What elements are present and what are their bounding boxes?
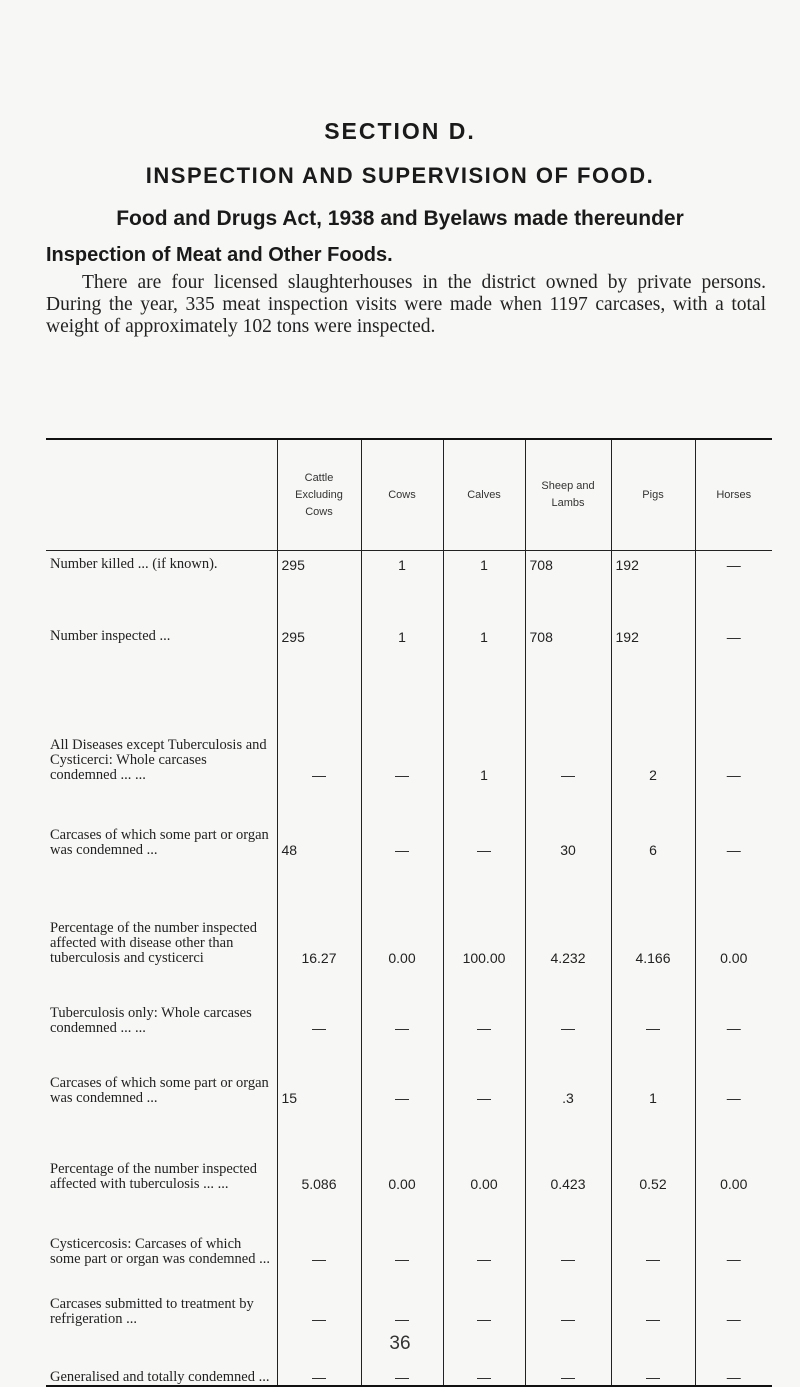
table-row xyxy=(46,623,772,679)
cell: 0.00 xyxy=(361,858,443,966)
cell: — xyxy=(525,966,611,1036)
table-row xyxy=(46,679,772,783)
table-row xyxy=(46,858,772,966)
table-row xyxy=(46,551,772,624)
row-label: Percentage of the number inspected affected with disease other than tuberculosis and cysticerci xyxy=(50,920,257,966)
cell: 1 xyxy=(361,623,443,679)
cell: 0.00 xyxy=(443,1106,525,1192)
page-number: 36 xyxy=(389,1333,411,1354)
cell: 100.00 xyxy=(443,858,525,966)
cell: — xyxy=(361,966,443,1036)
table-row xyxy=(46,783,772,858)
sub-heading: Inspection of Meat and Other Foods. xyxy=(46,244,393,266)
cell: — xyxy=(695,783,772,858)
cell: 0.423 xyxy=(525,1106,611,1192)
cell: — xyxy=(361,1327,443,1386)
cell: 0.00 xyxy=(695,858,772,966)
row-label: Carcases submitted to treatment by refrigeration ... xyxy=(50,1296,254,1327)
column-header: Cows xyxy=(361,439,443,551)
table-row xyxy=(46,1106,772,1192)
cell: — xyxy=(695,679,772,783)
cell: 4.166 xyxy=(611,858,695,966)
cell: 1 xyxy=(611,1036,695,1106)
cell: 295 xyxy=(277,551,361,624)
cell: 0.00 xyxy=(361,1106,443,1192)
meat-inspection-table xyxy=(46,438,772,1387)
row-label: All Diseases except Tuberculosis and Cysticerci: Whole carcases condemned ... ... xyxy=(50,737,267,783)
cell: — xyxy=(611,1267,695,1327)
cell: — xyxy=(611,1192,695,1267)
cell: 192 xyxy=(611,551,695,624)
table-row xyxy=(46,966,772,1036)
cell: — xyxy=(443,966,525,1036)
cell: 1 xyxy=(443,679,525,783)
cell: — xyxy=(277,1327,361,1386)
cell: — xyxy=(361,679,443,783)
cell: — xyxy=(361,1267,443,1327)
cell: — xyxy=(361,1192,443,1267)
row-label: Carcases of which some part or organ was condemned ... xyxy=(50,827,269,858)
cell: 30 xyxy=(525,783,611,858)
row-label: Tuberculosis only: Whole carcases condemned ... ... xyxy=(50,1005,252,1036)
table-row xyxy=(46,1267,772,1327)
cell: — xyxy=(443,783,525,858)
column-header: Pigs xyxy=(611,439,695,551)
cell: 6 xyxy=(611,783,695,858)
cell: — xyxy=(443,1192,525,1267)
cell: .3 xyxy=(525,1036,611,1106)
cell: — xyxy=(525,1327,611,1386)
row-label: Carcases of which some part or organ was condemned ... xyxy=(50,1075,269,1106)
act-title: Food and Drugs Act, 1938 and Byelaws made thereunder xyxy=(116,207,684,230)
cell: 708 xyxy=(525,551,611,624)
intro-paragraph: There are four licensed slaughterhouses in the district owned by private persons. During the year, 335 meat inspection visits were made when 1197 carcases, with a total weight of approximately 102 tons were inspected. xyxy=(46,272,766,337)
cell: — xyxy=(277,966,361,1036)
column-header: Calves xyxy=(443,439,525,551)
cell: 5.086 xyxy=(277,1106,361,1192)
column-header: Sheep and Lambs xyxy=(525,439,611,551)
table-header-row xyxy=(46,439,772,551)
row-label: Cysticercosis: Carcases of which some part or organ was condemned ... xyxy=(50,1236,270,1267)
cell: — xyxy=(443,1327,525,1386)
cell: 1 xyxy=(443,623,525,679)
cell: 4.232 xyxy=(525,858,611,966)
cell: — xyxy=(443,1267,525,1327)
cell: 48 xyxy=(277,783,361,858)
cell: 295 xyxy=(277,623,361,679)
table-row xyxy=(46,1036,772,1106)
section-title: SECTION D. xyxy=(324,118,476,144)
row-label: Percentage of the number inspected affected with tuberculosis ... ... xyxy=(50,1161,257,1192)
cell: — xyxy=(361,1036,443,1106)
cell: — xyxy=(443,1036,525,1106)
cell: 1 xyxy=(443,551,525,624)
cell: 16.27 xyxy=(277,858,361,966)
row-label: Number killed ... (if known). xyxy=(50,556,218,572)
cell: — xyxy=(277,1192,361,1267)
cell: — xyxy=(277,1267,361,1327)
cell: 708 xyxy=(525,623,611,679)
column-header: Horses xyxy=(695,439,772,551)
cell: 15 xyxy=(277,1036,361,1106)
cell: — xyxy=(695,551,772,624)
cell: — xyxy=(695,623,772,679)
cell: — xyxy=(525,679,611,783)
cell: — xyxy=(361,783,443,858)
row-label: Number inspected ... xyxy=(50,628,171,644)
row-label: Generalised and totally condemned ... xyxy=(50,1369,270,1385)
cell: — xyxy=(611,966,695,1036)
cell: — xyxy=(277,679,361,783)
cell: 0.52 xyxy=(611,1106,695,1192)
cell: 1 xyxy=(361,551,443,624)
cell: — xyxy=(695,1036,772,1106)
cell: — xyxy=(695,1327,772,1386)
cell: 2 xyxy=(611,679,695,783)
cell: — xyxy=(611,1327,695,1386)
cell: — xyxy=(695,1267,772,1327)
cell: — xyxy=(525,1192,611,1267)
table-row xyxy=(46,1192,772,1267)
cell: 192 xyxy=(611,623,695,679)
cell: — xyxy=(695,1192,772,1267)
page-title: INSPECTION AND SUPERVISION OF FOOD. xyxy=(145,163,655,188)
header-blank xyxy=(46,439,277,551)
cell: 0.00 xyxy=(695,1106,772,1192)
column-header: Cattle Excluding Cows xyxy=(277,439,361,551)
cell: — xyxy=(525,1267,611,1327)
cell: — xyxy=(695,966,772,1036)
